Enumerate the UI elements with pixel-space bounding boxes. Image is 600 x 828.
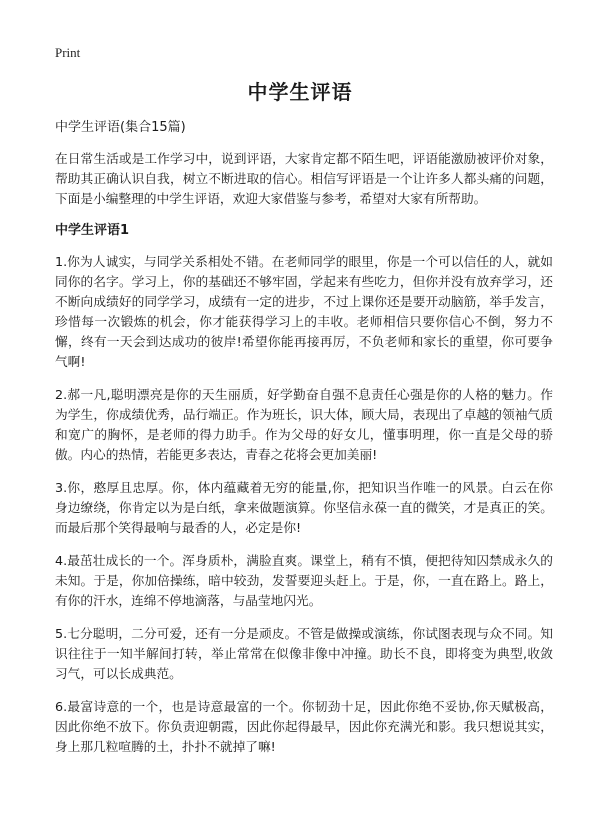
article-subtitle: 中学生评语(集合15篇) <box>55 120 186 135</box>
comment-item-2: 2.郝一凡,聪明漂亮是你的天生丽质，好学勤奋自强不息责任心强是你的人格的魅力。作为学生，你成绩优秀，品行端正。作为班长，识大体，顾大局，表现出了卓越的领袖气质和宽广的胸怀，是老师的得力助手。作为父母的好女儿，懂事明理，你一直是父母的骄傲。内心的热情，若能更多表达，青春之花将会更加美丽! <box>55 387 553 462</box>
comment-item-6: 6.最富诗意的一个，也是诗意最富的一个。你韧劲十足，因此你绝不妥协,你天赋极高，因此你绝不放下。你负责迎朝霞，因此你起得最早，因此你充满光和影。我只想说其实，身上那几粒喧腾的土，扑扑不就掉了嘛! <box>55 699 553 754</box>
intro-paragraph: 在日常生活或是工作学习中，说到评语，大家肯定都不陌生吧，评语能激励被评价对象，帮助其正确认识自我，树立不断进取的信心。相信写评语是一个让许多人都头痛的问题，下面是小编整理的中学生评语，欢迎大家借鉴与参考，希望对大家有所帮助。 <box>55 151 553 206</box>
comment-item-5: 5.七分聪明，二分可爱，还有一分是顽皮。不管是做操或演练，你试图表现与众不同。知识往往于一知半解间打转，举止常常在似像非像中冲撞。助长不良，即将变为典型,收敛习气，可以长成典范。 <box>55 626 553 681</box>
section-heading: 中学生评语1 <box>55 223 130 238</box>
print-link[interactable]: Print <box>55 45 81 60</box>
comment-item-4: 4.最茁壮成长的一个。浑身质朴，满脸直爽。课堂上，稍有不慎，便把待知囚禁成永久的未知。于是，你加倍操练，暗中较劲，发誓要迎头赶上。于是，你，一直在路上。路上，有你的汗水，连绵不停地滴落，与晶莹地闪光。 <box>55 553 553 608</box>
page-title: 中学生评语 <box>247 80 353 104</box>
comment-item-1: 1.你为人诚实，与同学关系相处不错。在老师同学的眼里，你是一个可以信任的人，就如同你的名字。学习上，你的基础还不够牢固，学起来有些吃力，但你并没有放弃学习，还不断向成绩好的同学学习，成绩有一定的进步，不过上课你还是要开动脑筋，举手发言，珍惜每一次锻炼的机会，你才能获得学习上的丰收。老师相信只要你信心不倒，努力不懈，终有一天会到达成功的彼岸!希望你能再接再厉，不负老师和家长的重望，你可要争气啊! <box>55 254 553 369</box>
comment-item-3: 3.你，憨厚且忠厚。你，体内蕴藏着无穷的能量,你，把知识当作唯一的风景。白云在你身边缭绕，你肯定以为是白纸，拿来做题演算。你坚信永葆一直的微笑，才是真正的笑。而最后那个笑得最响与最香的人，必定是你! <box>55 480 553 535</box>
article-body <box>55 118 553 770</box>
